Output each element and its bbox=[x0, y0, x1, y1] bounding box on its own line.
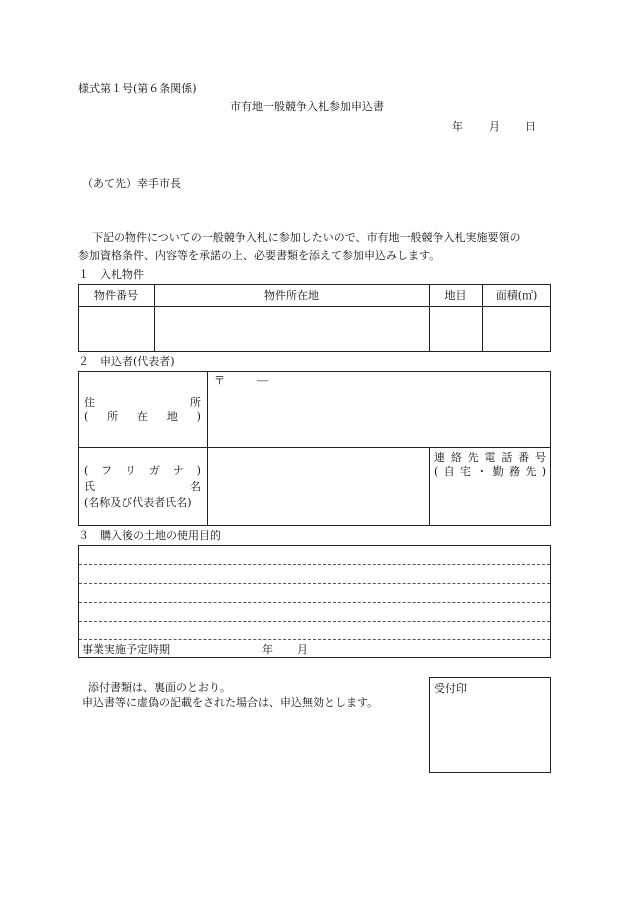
phone-sublabel-char: 宅 bbox=[459, 465, 471, 478]
schedule-month-label: 月 bbox=[297, 643, 308, 656]
schedule-year-label: 年 bbox=[262, 643, 273, 656]
address-sublabel-char: 地 bbox=[166, 410, 178, 423]
furigana-label-char: ) bbox=[196, 464, 201, 477]
phone-label-char: 連 bbox=[434, 451, 445, 464]
receipt-stamp-label: 受付印 bbox=[434, 682, 467, 695]
furigana-label-char: ナ bbox=[172, 464, 184, 477]
phone-sublabel-char: 勤 bbox=[492, 465, 504, 478]
attachment-note: 添付書類は、裏面のとおり。 bbox=[88, 681, 231, 694]
phone-label-char: 番 bbox=[518, 451, 530, 464]
address-sublabel bbox=[84, 411, 201, 422]
usage-purpose-ruled-line bbox=[79, 639, 550, 640]
address-sublabel-char: 在 bbox=[136, 410, 148, 423]
property-number-header: 物件番号 bbox=[94, 289, 138, 302]
address-sublabel-char: ( bbox=[84, 410, 89, 423]
date-day-label: 日 bbox=[525, 120, 536, 133]
phone-label-char: 絡 bbox=[450, 451, 462, 464]
phone-sublabel-char: 自 bbox=[443, 465, 455, 478]
phone-sublabel-char: ) bbox=[541, 465, 546, 478]
furigana-label-char: リ bbox=[125, 464, 137, 477]
address-sublabel-char: ) bbox=[196, 410, 201, 423]
name-label-char: 名 bbox=[190, 480, 201, 493]
phone-label-char: 電 bbox=[484, 451, 496, 464]
date-year-label: 年 bbox=[452, 120, 463, 133]
intro-line-1: 下記の物件についての一般競争入札に参加したいので、市有地一般競争入札実施要領の bbox=[92, 231, 521, 244]
schedule-label: 事業実施予定時期 bbox=[82, 643, 170, 656]
address-label-char: 住 bbox=[84, 396, 95, 409]
section-1-heading: １ 入札物件 bbox=[78, 268, 144, 281]
phone-label-char: 話 bbox=[501, 451, 513, 464]
property-number-cell[interactable] bbox=[79, 307, 153, 351]
address-label-char: 所 bbox=[190, 396, 201, 409]
phone-label-char: 先 bbox=[467, 451, 479, 464]
section-2-heading: ２ 申込者(代表者) bbox=[78, 355, 175, 368]
land-type-header: 地目 bbox=[444, 289, 467, 302]
area-cell[interactable] bbox=[483, 307, 550, 351]
furigana-label bbox=[84, 465, 201, 476]
phone-sublabel-char: 務 bbox=[509, 465, 521, 478]
name-label-char: 氏 bbox=[84, 480, 95, 493]
name-label bbox=[84, 481, 201, 492]
phone-label-char: 号 bbox=[534, 451, 546, 464]
property-location-cell[interactable] bbox=[155, 307, 428, 351]
section-3-heading: ３ 購入後の土地の使用目的 bbox=[78, 529, 221, 542]
postal-dash: ― bbox=[257, 374, 268, 387]
postal-mark: 〒 bbox=[214, 374, 225, 387]
name-input-area[interactable] bbox=[209, 449, 427, 524]
intro-line-2: 参加資格条件、内容等を承諾の上、必要書類を添えて参加申込みします。 bbox=[78, 249, 441, 262]
applicant-table-label-divider bbox=[207, 371, 208, 526]
address-sublabel-char: 所 bbox=[107, 410, 119, 423]
address-label bbox=[84, 397, 201, 408]
furigana-label-char: ( bbox=[84, 464, 89, 477]
furigana-label-char: フ bbox=[101, 464, 113, 477]
phone-sublabel-char: ・ bbox=[476, 465, 488, 478]
name-sublabel: (名称及び代表者氏名) bbox=[84, 496, 192, 509]
land-type-cell[interactable] bbox=[430, 307, 481, 351]
applicant-table-phone-divider bbox=[429, 447, 430, 526]
phone-label bbox=[434, 452, 546, 463]
furigana-label-char: ガ bbox=[148, 464, 160, 477]
usage-purpose-input-area[interactable] bbox=[80, 547, 549, 637]
false-statement-note: 申込書等に虚偽の記載をされた場合は、申込無効とします。 bbox=[82, 696, 379, 709]
phone-sublabel-char: 先 bbox=[525, 465, 537, 478]
phone-sublabel bbox=[434, 466, 546, 477]
addressee: （あて先）幸手市長 bbox=[82, 177, 181, 190]
area-header: 面積(㎡) bbox=[495, 289, 538, 302]
phone-input-area[interactable] bbox=[431, 482, 549, 524]
date-month-label: 月 bbox=[489, 120, 500, 133]
applicant-table-row-divider bbox=[78, 447, 551, 448]
page-title: 市有地一般競争入札参加申込書 bbox=[230, 100, 384, 113]
address-input-area[interactable] bbox=[209, 388, 549, 445]
phone-sublabel-char: ( bbox=[434, 465, 439, 478]
property-location-header: 物件所在地 bbox=[264, 289, 319, 302]
form-number: 様式第１号(第６条関係) bbox=[78, 82, 197, 95]
